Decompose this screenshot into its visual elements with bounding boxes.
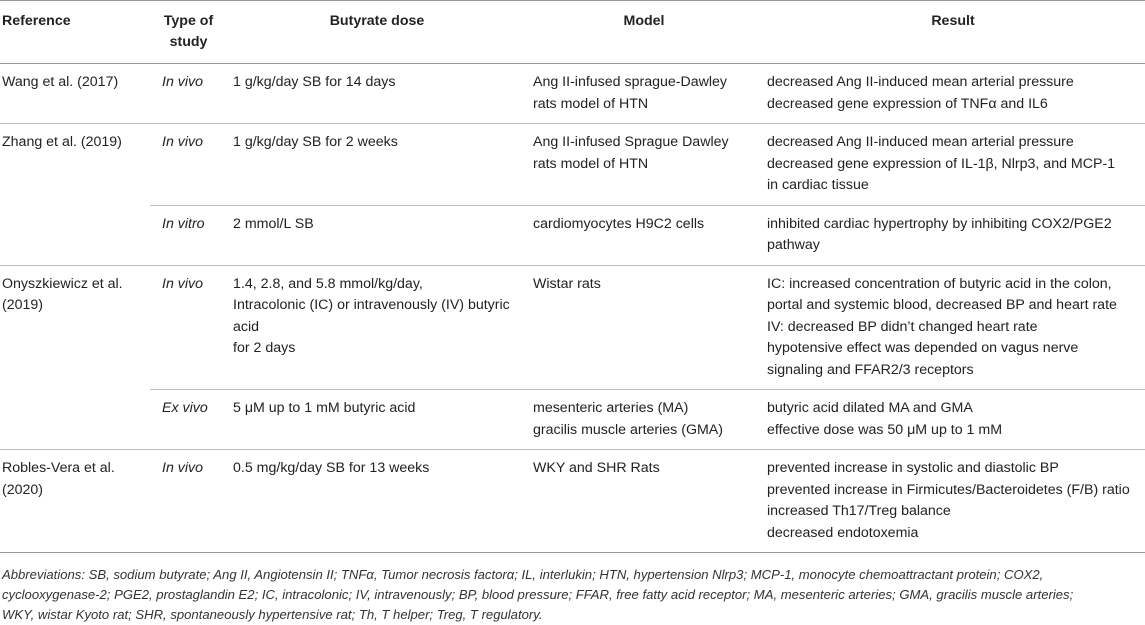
table-row <box>0 64 1145 124</box>
model-cell: Wistar rats <box>527 265 761 390</box>
header-type-of-study: Type of study <box>150 1 227 64</box>
study-type-cell: Ex vivo <box>150 390 227 450</box>
model-cell: Ang II-infused sprague-Dawley rats model of HTN <box>527 64 761 124</box>
dose-cell: 1 g/kg/day SB for 14 days <box>227 64 527 124</box>
study-type-cell: In vivo <box>162 460 204 476</box>
result-cell: prevented increase in systolic and diastolic BP prevented increase in Firmicutes/Bacteroidetes (F/B) ratio increased Th17/Treg balance decreased endotoxemia <box>767 460 1130 541</box>
dose-cell: 5 μM up to 1 mM butyric acid <box>227 390 527 450</box>
table-row <box>0 124 1145 206</box>
reference-cell: Zhang et al. (2019) <box>0 124 150 266</box>
header-result: Result <box>761 1 1145 64</box>
header-model: Model <box>527 1 761 64</box>
reference-cell: Wang et al. (2017) <box>0 64 150 124</box>
dose-cell: 1 g/kg/day SB for 2 weeks <box>227 124 527 206</box>
study-type-cell: In vivo <box>150 64 227 124</box>
dose-cell: 0.5 mg/kg/day SB for 13 weeks <box>233 460 430 476</box>
result-cell: IC: increased concentration of butyric acid in the colon, portal and systemic blood, decreased BP and heart rate IV: decreased BP didn’t changed heart rate hypotensive effect was depended on vagus nerve signaling and FFAR2/3 receptors <box>761 265 1145 390</box>
dose-cell: 2 mmol/L SB <box>227 205 527 265</box>
model-cell: WKY and SHR Rats <box>533 460 660 476</box>
header-butyrate-dose: Butyrate dose <box>227 1 527 64</box>
header-row <box>0 1 1145 64</box>
reference-cell: Robles-Vera et al. (2020) <box>2 460 115 498</box>
table-row <box>0 265 1145 390</box>
result-cell: decreased Ang II-induced mean arterial pressure decreased gene expression of TNFα and IL6 <box>761 64 1145 124</box>
dose-cell: 1.4, 2.8, and 5.8 mmol/kg/day, Intracolonic (IC) or intravenously (IV) butyric acid for 2 days <box>227 265 527 390</box>
model-cell: cardiomyocytes H9C2 cells <box>527 205 761 265</box>
abbreviations-footnote: Abbreviations: SB, sodium butyrate; Ang II, Angiotensin II; TNFα, Tumor necrosis factorα; IL, interlukin; HTN, hypertension Nlrp3; MCP-1, monocyte chemoattractant protein; COX2, cyclooxygenase-2; PGE2, prostaglandin E2; IC, intracolonic; IV, intravenously; BP, blood pressure; FFAR, free fatty acid receptor; MA, mesenteric arteries; GMA, gracilis muscle arteries; WKY, wistar Kyoto rat; SHR, spontaneously hypertensive rat; Th, T helper; Treg, T regulatory. <box>2 567 1074 622</box>
reference-cell: Onyszkiewicz et al. (2019) <box>0 265 150 450</box>
study-type-cell: In vivo <box>150 124 227 206</box>
result-cell: inhibited cardiac hypertrophy by inhibiting COX2/PGE2 pathway <box>761 205 1145 265</box>
table-row <box>0 205 1145 265</box>
study-type-cell: In vivo <box>150 265 227 390</box>
result-cell: butyric acid dilated MA and GMA effective dose was 50 μM up to 1 mM <box>761 390 1145 450</box>
model-cell: Ang II-infused Sprague Dawley rats model of HTN <box>527 124 761 206</box>
model-cell: mesenteric arteries (MA) gracilis muscle arteries (GMA) <box>527 390 761 450</box>
table-row <box>0 450 1145 553</box>
header-reference: Reference <box>0 1 150 64</box>
study-type-cell: In vitro <box>150 205 227 265</box>
result-cell: decreased Ang II-induced mean arterial pressure decreased gene expression of IL-1β, Nlrp3, and MCP-1 in cardiac tissue <box>761 124 1145 206</box>
table-row <box>0 390 1145 450</box>
